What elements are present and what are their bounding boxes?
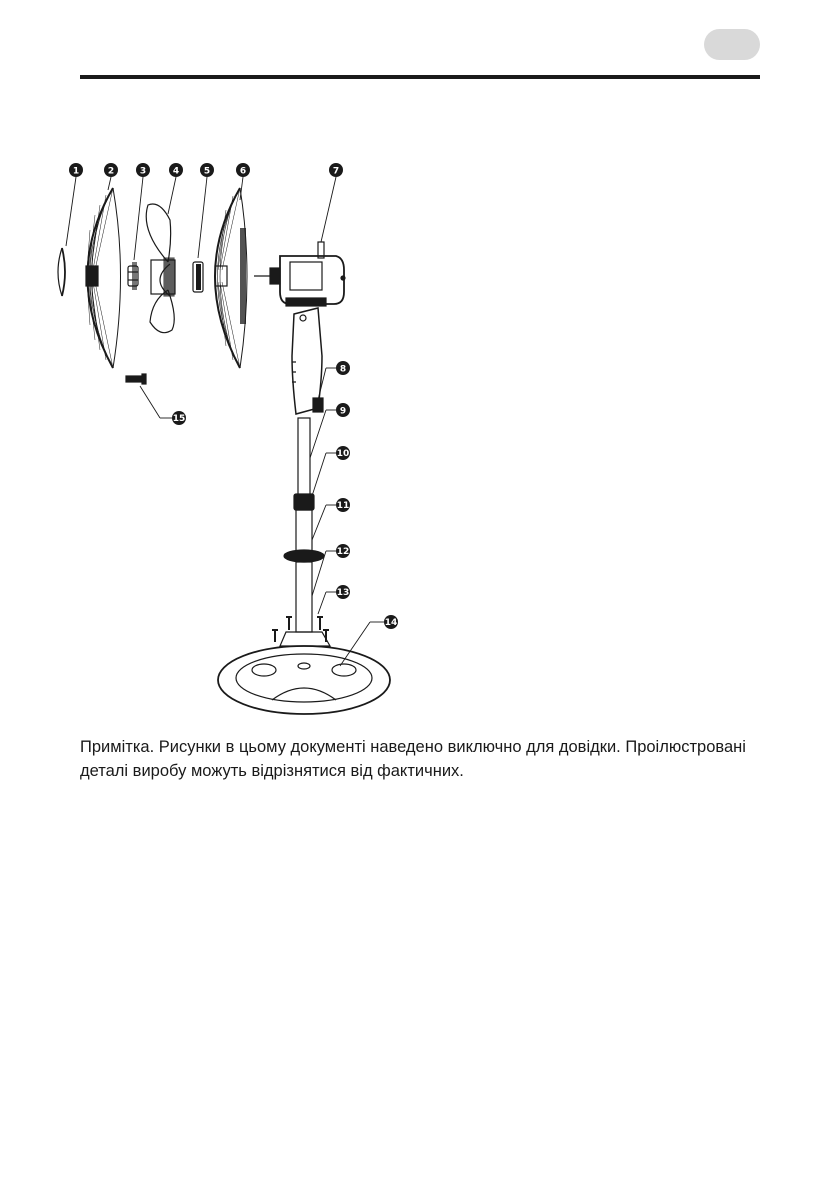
- motor-housing: [254, 242, 345, 306]
- callout-6: [236, 163, 250, 177]
- rear-locking-nut: [193, 262, 203, 292]
- callout-14: [384, 615, 398, 629]
- svg-text:6: 6: [239, 166, 247, 177]
- callout-9: [336, 403, 350, 417]
- reference-note: [80, 735, 770, 783]
- svg-text:1: 1: [72, 166, 80, 177]
- callout-8: [336, 361, 350, 375]
- callout-2: [104, 163, 118, 177]
- middle-pole: [296, 510, 312, 552]
- callout-3: [136, 163, 150, 177]
- callout-7: [329, 163, 343, 177]
- callout-13: [336, 585, 350, 599]
- emblem-cap: [58, 248, 65, 296]
- svg-text:10: 10: [336, 449, 350, 459]
- base-screws: [272, 617, 330, 646]
- front-grill: [86, 188, 121, 368]
- callout-5: [200, 163, 214, 177]
- svg-text:13: 13: [336, 588, 350, 598]
- svg-text:14: 14: [384, 618, 398, 628]
- fan-base: [218, 646, 390, 714]
- svg-text:2: 2: [107, 166, 115, 177]
- svg-text:3: 3: [139, 166, 147, 177]
- svg-text:15: 15: [172, 414, 186, 424]
- reference-note-line-1: Примітка. Рисунки в цьому документі наведено виключно для довідки. Проілюстровані: [80, 738, 746, 756]
- callout-15: [172, 411, 186, 425]
- upper-pole: [298, 418, 310, 496]
- svg-text:9: 9: [339, 406, 347, 417]
- height-lock-collar: [294, 494, 314, 510]
- svg-text:11: 11: [336, 501, 350, 511]
- svg-text:4: 4: [172, 166, 180, 177]
- callout-1: [69, 163, 83, 177]
- spinner-nut: [128, 262, 138, 290]
- callout-11: [336, 498, 350, 512]
- svg-text:5: 5: [203, 166, 211, 177]
- svg-text:7: 7: [332, 166, 340, 177]
- reference-note-line-2: деталі виробу можуть відрізнятися від фактичних.: [80, 762, 464, 780]
- rear-grill: [215, 188, 247, 368]
- fan-blade: [146, 204, 175, 333]
- svg-text:12: 12: [336, 547, 350, 557]
- callout-4: [169, 163, 183, 177]
- svg-text:8: 8: [339, 364, 347, 375]
- callout-12: [336, 544, 350, 558]
- callout-10: [336, 446, 350, 460]
- blade-screw: [126, 374, 146, 384]
